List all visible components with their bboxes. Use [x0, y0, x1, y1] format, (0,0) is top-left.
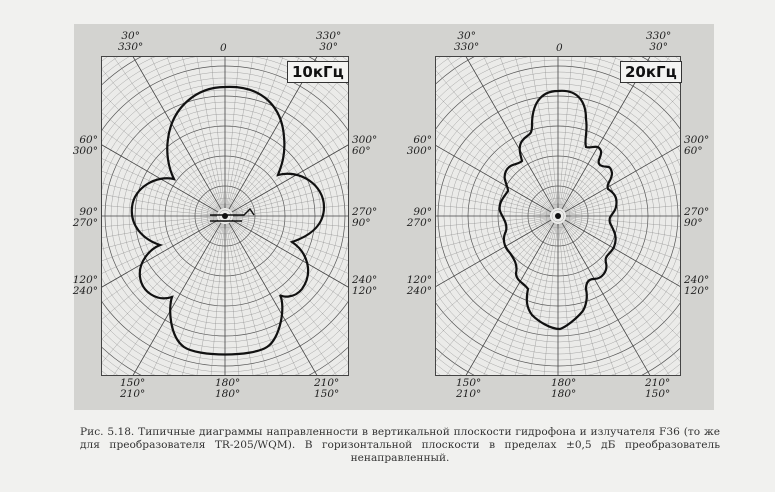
right-label-240: 240° 120° — [684, 274, 710, 297]
right-polar-chart — [435, 56, 681, 376]
left-label-top-left: 30° 330° — [118, 30, 144, 53]
left-label-240: 240° 120° — [352, 274, 378, 297]
right-label-bottom-right: 210° 150° — [645, 377, 671, 400]
left-label-270: 270° 90° — [352, 206, 378, 229]
right-label-bottom-left: 150° 210° — [456, 377, 482, 400]
left-polar-grid — [101, 56, 349, 376]
right-label-270: 270° 90° — [684, 206, 710, 229]
left-label-bottom-right: 210° 150° — [314, 377, 340, 400]
right-label-60: 60° 300° — [406, 134, 432, 157]
right-frequency-label: 20кГц — [620, 61, 682, 83]
right-label-bottom-center: 180° 180° — [551, 377, 577, 400]
left-label-top-right: 330° 30° — [316, 30, 342, 53]
left-frequency-label: 10кГц — [287, 61, 349, 83]
right-label-300: 300° 60° — [684, 134, 710, 157]
left-label-top-center: 0 — [220, 42, 227, 54]
left-label-300: 300° 60° — [352, 134, 378, 157]
left-label-bottom-left: 150° 210° — [120, 377, 146, 400]
right-label-top-left: 30° 330° — [454, 30, 480, 53]
left-label-60: 60° 300° — [72, 134, 98, 157]
right-label-120: 120° 240° — [406, 274, 432, 297]
right-label-top-right: 330° 30° — [646, 30, 672, 53]
left-label-90: 90° 270° — [72, 206, 98, 229]
right-label-90: 90° 270° — [406, 206, 432, 229]
right-label-top-center: 0 — [556, 42, 563, 54]
left-label-120: 120° 240° — [72, 274, 98, 297]
left-label-bottom-center: 180° 180° — [215, 377, 241, 400]
figure-caption: Рис. 5.18. Типичные диаграммы направленности в вертикальной плоскости гидрофона и излучателя F36 (то же для преобразователя TR-205/WQM). В горизонтальной плоскости в пределах ±0,5 дБ преобразователь ненаправленный. — [80, 426, 720, 464]
left-polar-chart — [101, 56, 349, 376]
